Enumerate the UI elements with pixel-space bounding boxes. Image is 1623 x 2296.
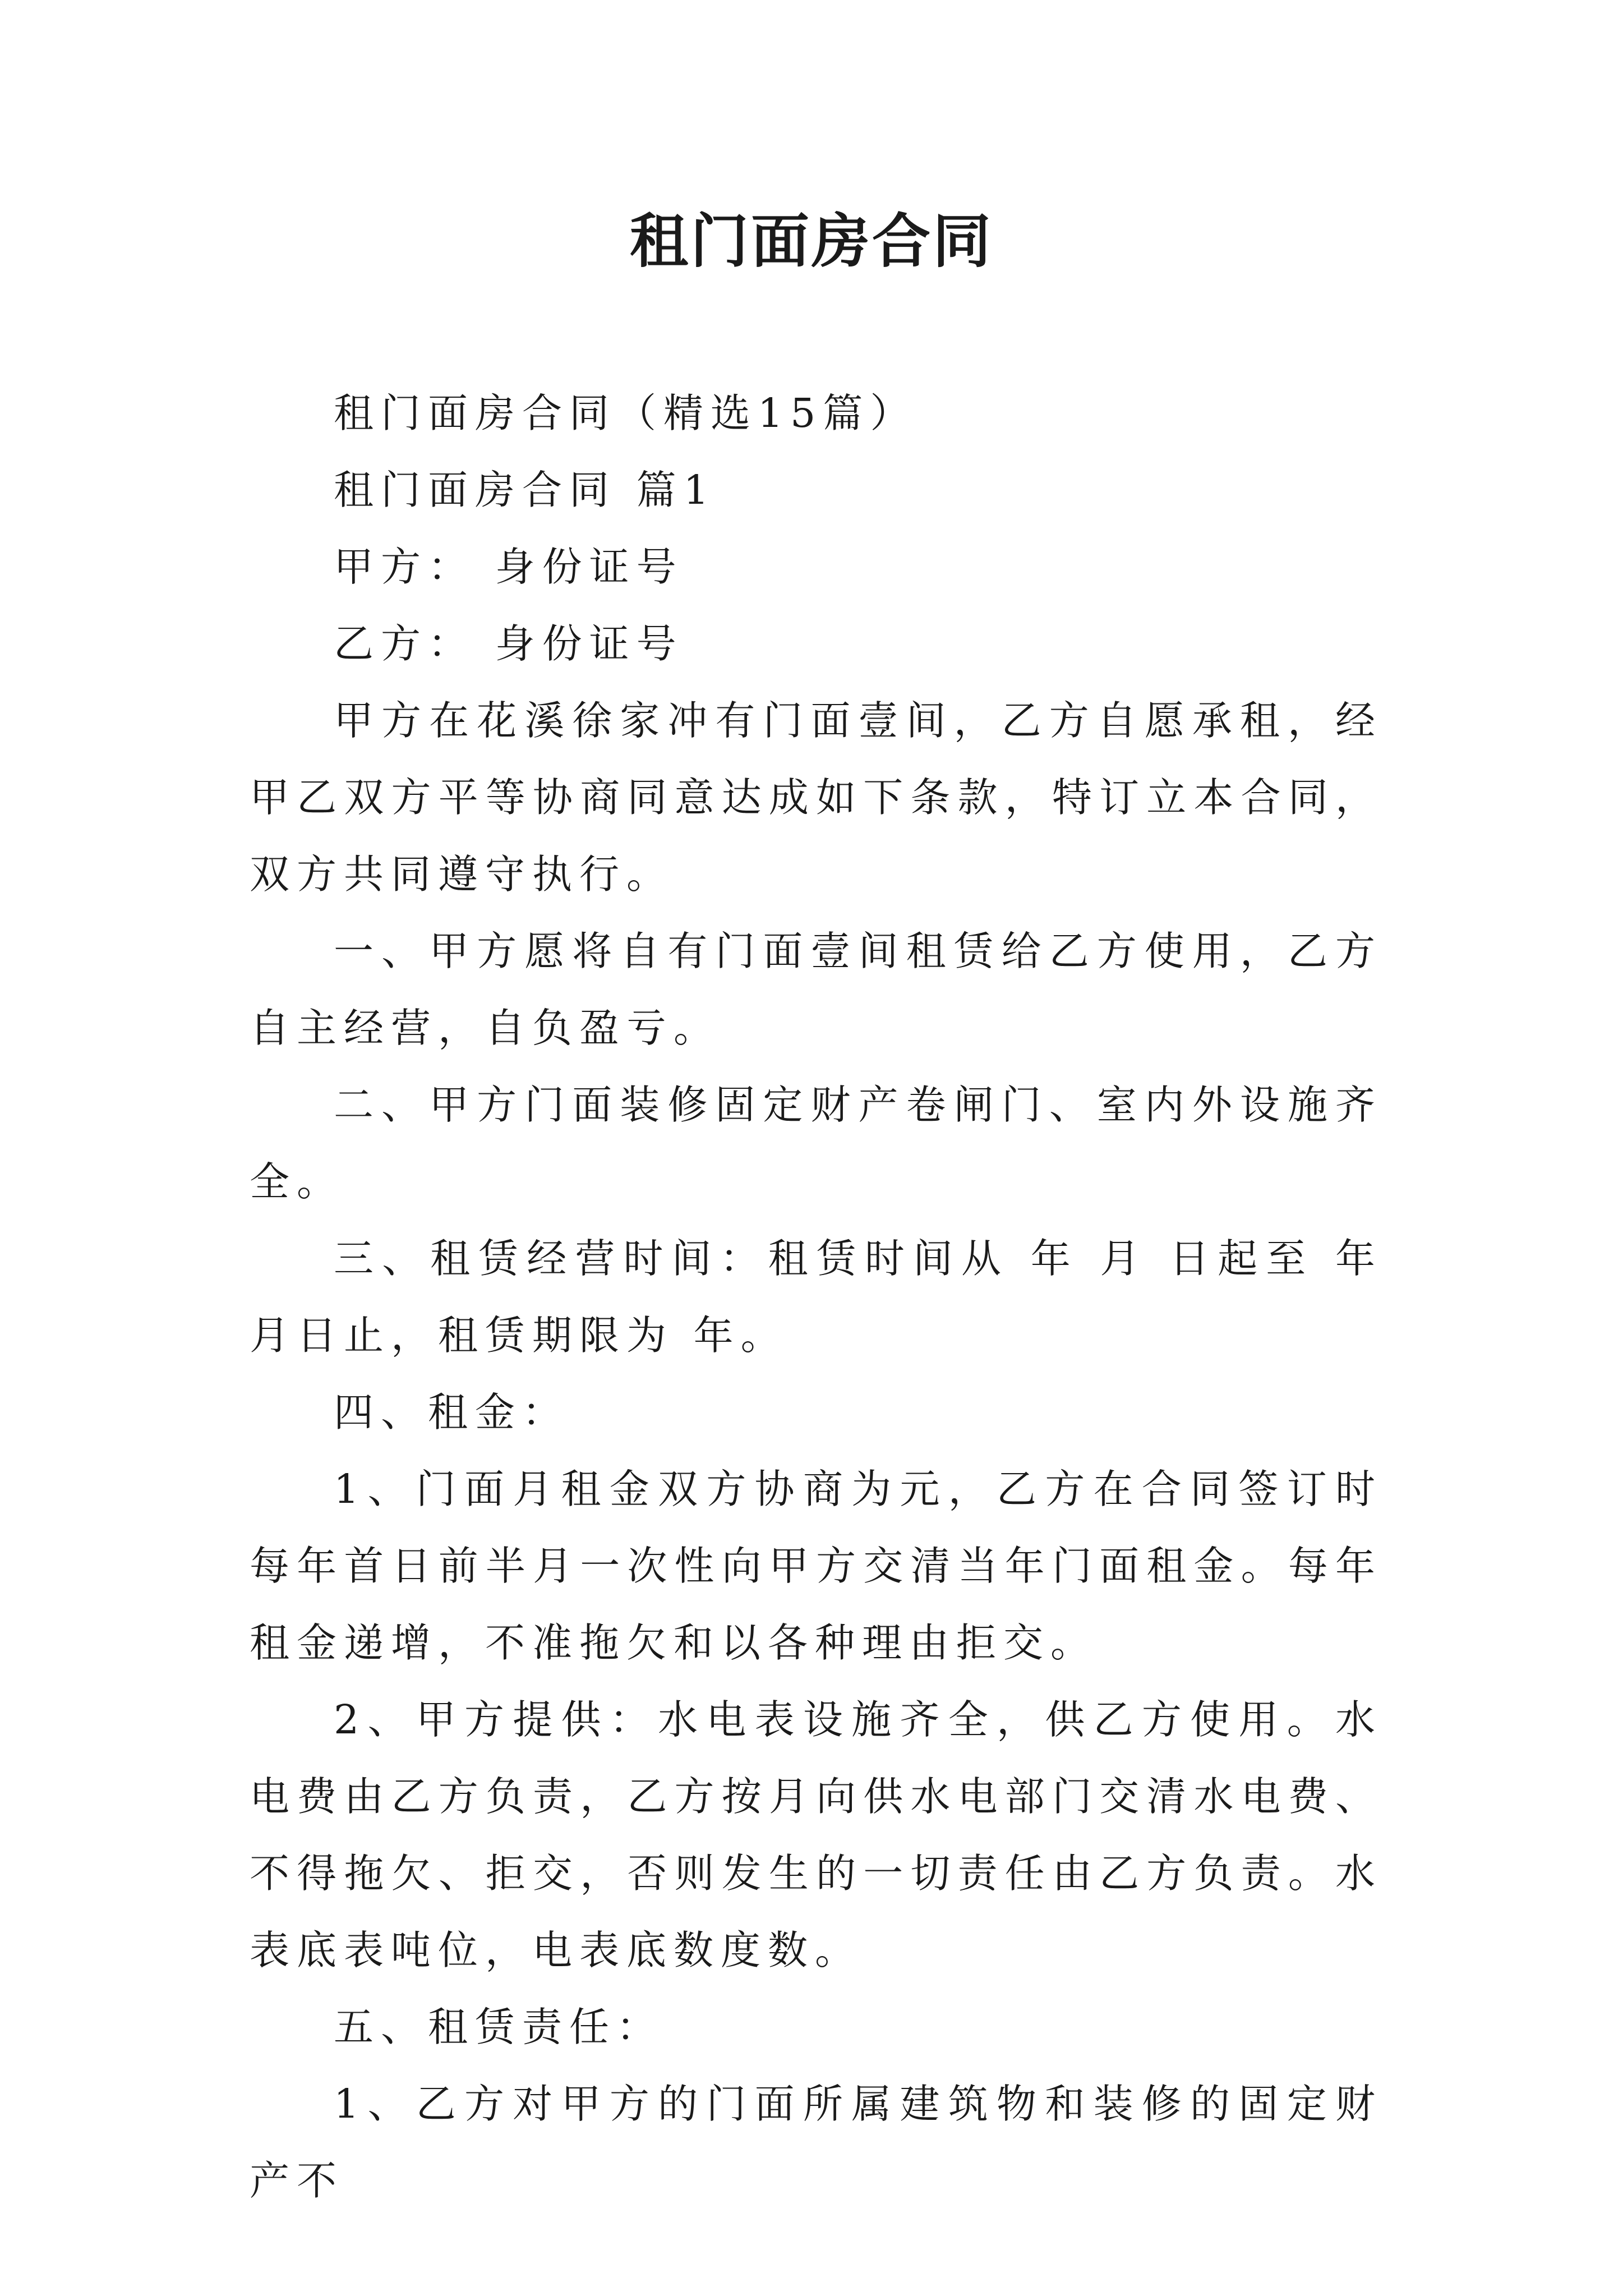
document-body <box>250 375 1382 2219</box>
clause-2: 二、甲方门面装修固定财产卷闸门、室内外设施齐全。 <box>250 1082 1382 1205</box>
clause-5-heading: 五、租赁责任： <box>334 2004 664 2050</box>
clause-1: 一、甲方愿将自有门面壹间租赁给乙方使用，乙方自主经营，自负盈亏。 <box>250 928 1382 1051</box>
clause-3: 三、租赁经营时间：租赁时间从 年 月 日起至 年 月日止，租赁期限为 年。 <box>250 1235 1382 1359</box>
subtitle-line: 租门面房合同（精选15篇） <box>334 390 917 436</box>
document-title: 租门面房合同 <box>629 206 993 275</box>
clause-5-item-1: 1、乙方对甲方的门面所属建筑物和装修的固定财产不 <box>250 2081 1382 2204</box>
intro-paragraph: 甲方在花溪徐家冲有门面壹间，乙方自愿承租，经甲乙双方平等协商同意达成如下条款，特订立本合同，双方共同遵守执行。 <box>250 697 1382 898</box>
clause-4-heading: 四、租金： <box>334 1389 570 1435</box>
party-b-line: 乙方： 身份证号 <box>334 620 684 667</box>
clause-4-item-2: 2、甲方提供：水电表设施齐全，供乙方使用。水电费由乙方负责，乙方按月向供水电部门交清水电费、不得拖欠、拒交，否则发生的一切责任由乙方负责。水表底表吨位，电表底数度数。 <box>250 1696 1382 1973</box>
clause-4-item-1: 1、门面月租金双方协商为元，乙方在合同签订时每年首日前半月一次性向甲方交清当年门面租金。每年租金递增，不准拖欠和以各种理由拒交。 <box>250 1466 1382 1666</box>
section-heading: 租门面房合同 篇1 <box>334 467 716 513</box>
party-a-line: 甲方： 身份证号 <box>334 544 684 590</box>
